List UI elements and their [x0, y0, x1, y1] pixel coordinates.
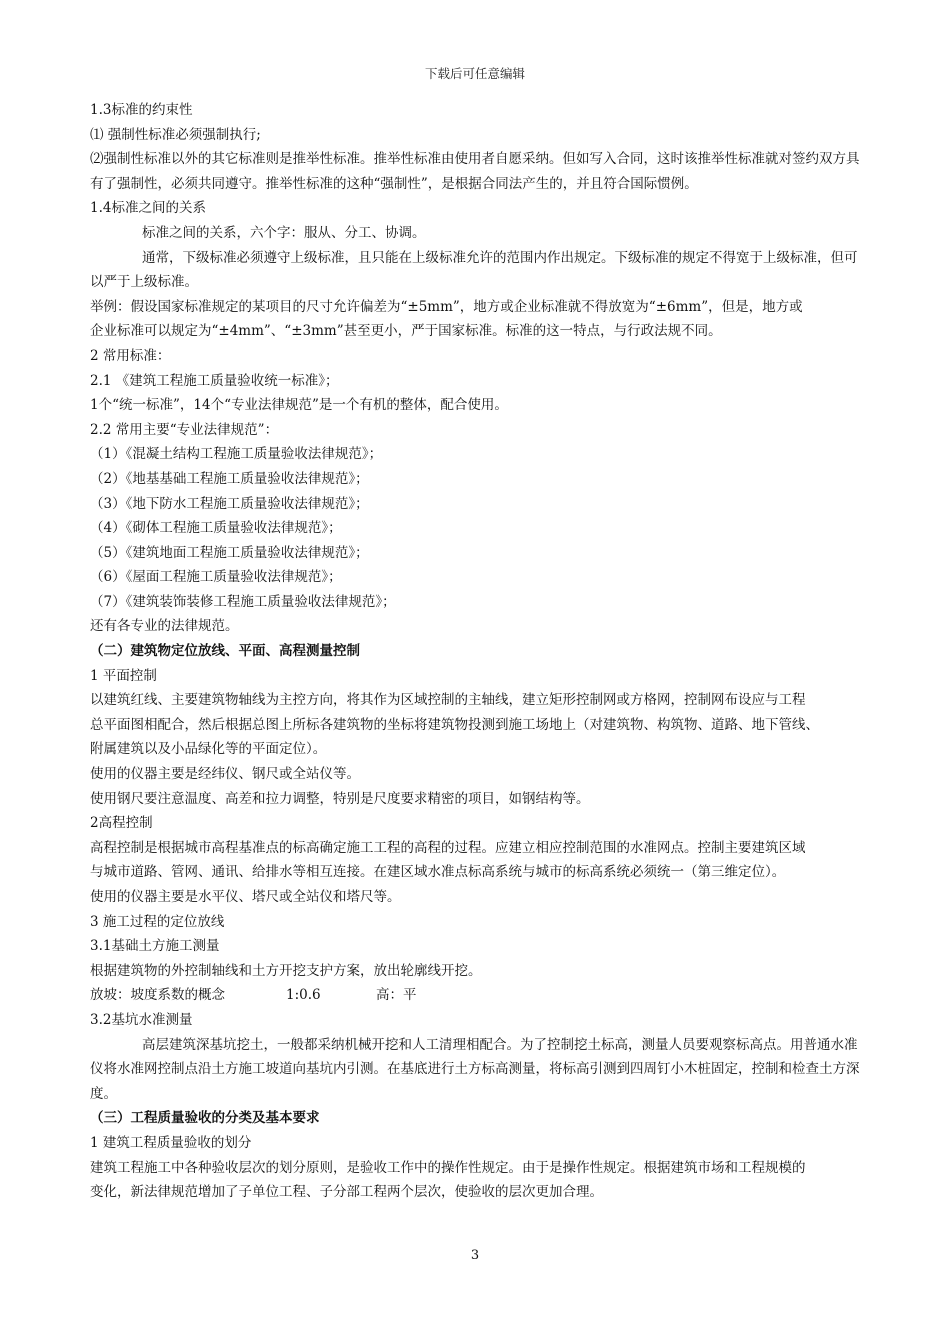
paragraph: 使用的仪器主要是水平仪、塔尺或全站仪和塔尺等。 [90, 889, 401, 905]
section-heading: 1.3标准的约束性 [90, 102, 193, 118]
section-heading: 3 施工过程的定位放线 [90, 913, 225, 930]
list-item: （2）《地基基础工程施工质量验收法律规范》； [90, 470, 369, 487]
paragraph: 还有各专业的法律规范。 [90, 618, 239, 635]
document-body [90, 98, 865, 1205]
list-item: （1）《混凝土结构工程施工质量验收法律规范》； [90, 446, 383, 463]
page-header: 下载后可任意编辑 [424, 66, 525, 81]
section-heading: 1.4标准之间的关系 [90, 200, 206, 217]
paragraph: ⑴ 强制性标准必须强制执行; [90, 126, 261, 143]
list-item: （7）《建筑装饰装修工程施工质量验收法律规范》； [90, 593, 396, 610]
slope-label: 放坡：坡度系数的概念 [90, 987, 225, 1004]
slope-line [90, 983, 865, 1008]
paragraph: 举例：假设国家标准规定的某项目的尺寸允许偏差为“±5mm”，地方或企业标准就不得放宽为“±6mm”，但是，地方或 [90, 298, 803, 315]
list-item: （3）《地下防水工程施工质量验收法律规范》； [90, 495, 369, 512]
paragraph: 根据建筑物的外控制轴线和土方开挖支护方案，放出轮廓线开挖。 [90, 962, 482, 979]
paragraph: 通常，下级标准必须遵守上级标准，且只能在上级标准允许的范围内作出规定。下级标准的规定不得宽于上级标准，但可以严于上级标准。 [90, 249, 858, 291]
section-heading: 1 建筑工程质量验收的划分 [90, 1134, 252, 1151]
chapter-heading: （二）建筑物定位放线、平面、高程测量控制 [90, 643, 360, 660]
paragraph: 建筑工程施工中各种验收层次的划分原则，是验收工作中的操作性规定。由于是操作性规定。根据建筑市场和工程规模的 [90, 1159, 806, 1176]
section-heading: 2.2 常用主要“专业法律规范”： [90, 421, 279, 438]
section-heading: 3.1基础土方施工测量 [90, 938, 220, 955]
paragraph: 2.1 《建筑工程施工质量验收统一标准》； [90, 372, 339, 389]
paragraph: 标准之间的关系，六个字：服从、分工、协调。 [142, 224, 426, 241]
page-number: 3 [470, 1248, 480, 1263]
paragraph: 总平面图相配合，然后根据总图上所标各建筑物的坐标将建筑物投测到施工场地上（对建筑物、构筑物、道路、地下管线、 [90, 716, 819, 733]
paragraph: 使用钢尺要注意温度、高差和拉力调整，特别是尺度要求精密的项目，如钢结构等。 [90, 790, 590, 807]
list-item: （5）《建筑地面工程施工质量验收法律规范》； [90, 544, 369, 561]
paragraph: 高层建筑深基坑挖土，一般都采纳机械开挖和人工清理相配合。为了控制挖土标高，测量人员要观察标高点。用普通水准仪将水准网控制点沿土方施工坡道向基坑内引测。在基底进行土方标高测量，将标高引测到四周钉小木桩固定，控制和检查土方深度。 [90, 1036, 860, 1102]
chapter-heading: （三）工程质量验收的分类及基本要求 [90, 1110, 320, 1127]
section-heading: 3.2基坑水准测量 [90, 1011, 193, 1028]
section-heading: 2高程控制 [90, 815, 153, 832]
paragraph: ⑵强制性标准以外的其它标准则是推举性标准。推举性标准由使用者自愿采纳。但如写入合同，这时该推举性标准就对签约双方具有了强制性，必须共同遵守。推举性标准的这种“强制性”，是根据合同法产生的，并且符合国际惯例。 [90, 151, 860, 192]
slope-ratio: 1:0.6 [286, 987, 321, 1004]
paragraph: 1个“统一标准”，14个“专业法律规范”是一个有机的整体，配合使用。 [90, 397, 508, 414]
list-item: （6）《屋面工程施工质量验收法律规范》； [90, 569, 342, 586]
paragraph: 以建筑红线、主要建筑物轴线为主控方向，将其作为区域控制的主轴线，建立矩形控制网或方格网，控制网布设应与工程 [90, 692, 806, 709]
paragraph: 使用的仪器主要是经纬仪、钢尺或全站仪等。 [90, 766, 360, 783]
paragraph: 与城市道路、管网、通讯、给排水等相互连接。在建区域水准点标高系统与城市的标高系统必须统一（第三维定位）。 [90, 864, 786, 881]
paragraph: 高程控制是根据城市高程基准点的标高确定施工工程的高程的过程。应建立相应控制范围的水准网点。控制主要建筑区域 [90, 839, 806, 856]
paragraph: 附属建筑以及小品绿化等的平面定位）。 [90, 741, 327, 758]
slope-note: 高：平 [376, 987, 417, 1004]
paragraph: 变化，新法律规范增加了子单位工程、子分部工程两个层次，使验收的层次更加合理。 [90, 1184, 603, 1201]
paragraph: 企业标准可以规定为“±4mm”、“±3mm”甚至更小，严于国家标准。标准的这一特点，与行政法规不同。 [90, 323, 722, 340]
list-item: （4）《砌体工程施工质量验收法律规范》； [90, 520, 342, 537]
section-heading: 2 常用标准： [90, 347, 171, 364]
section-heading: 1 平面控制 [90, 667, 157, 684]
